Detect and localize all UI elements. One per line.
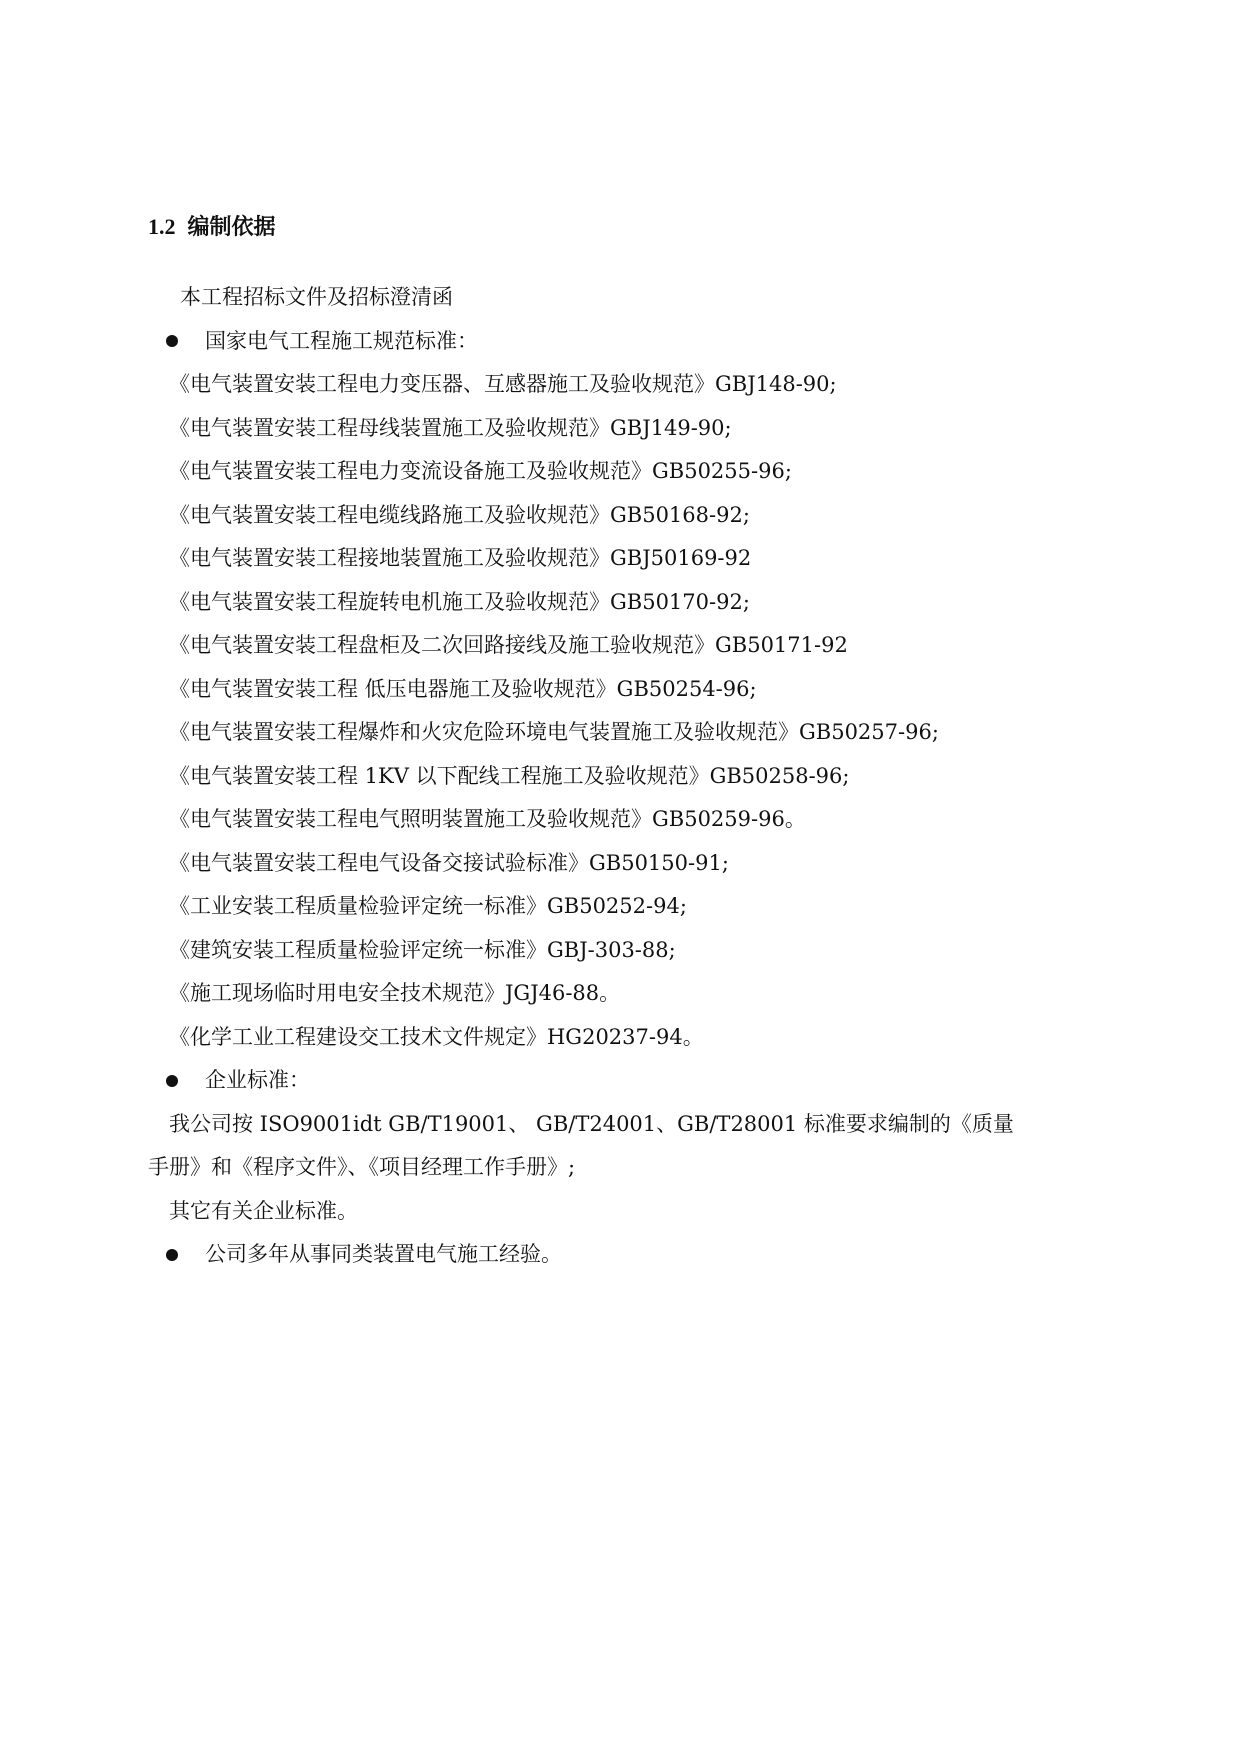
list-item: 《电气装置安装工程电气设备交接试验标准》GB50150-91; — [169, 850, 729, 875]
bullet-icon — [166, 1075, 178, 1087]
list-item: 《电气装置安装工程爆炸和火灾危险环境电气装置施工及验收规范》GB50257-96; — [169, 720, 939, 744]
intro-text: 本工程招标文件及招标澄清函 — [180, 285, 453, 309]
enterprise-other: 其它有关企业标准。 — [169, 1198, 358, 1223]
list-item: 《电气装置安装工程接地装置施工及验收规范》GBJ50169-92 — [169, 546, 752, 570]
list-item: 《化学工业工程建设交工技术文件规定》HG20237-94。 — [169, 1024, 704, 1049]
list-item: 《电气装置安装工程 低压电器施工及验收规范》GB50254-96; — [169, 676, 757, 701]
enterprise-paragraph-line-2: 手册》和《程序文件》、《项目经理工作手册》; — [148, 1155, 576, 1179]
list-item: 《电气装置安装工程电缆线路施工及验收规范》GB50168-92; — [169, 502, 750, 527]
list-item: 《建筑安装工程质量检验评定统一标准》GBJ-303-88; — [169, 937, 676, 962]
list-item: 《电气装置安装工程电力变流设备施工及验收规范》GB50255-96; — [169, 459, 792, 483]
enterprise-standards-label: 企业标准： — [205, 1068, 310, 1092]
bullet-national-standards — [148, 320, 1108, 364]
list-item: 《施工现场临时用电安全技术规范》JGJ46-88。 — [169, 981, 621, 1005]
national-standards-list — [148, 363, 1108, 1059]
section-heading — [148, 205, 276, 249]
bullet-experience — [148, 1233, 1108, 1277]
section-title: 编制依据 — [187, 215, 276, 240]
bullet-icon — [166, 1249, 178, 1261]
bullet-icon — [166, 335, 178, 347]
section-body — [148, 276, 1108, 1277]
list-item: 《工业安装工程质量检验评定统一标准》GB50252-94; — [169, 894, 687, 918]
bullet-enterprise-standards — [148, 1059, 1108, 1103]
enterprise-paragraph-line-1: 我公司按 ISO9001idt GB/T19001、 GB/T24001、GB/T28001 标准要求编制的《质量 — [169, 1111, 1014, 1136]
list-item: 《电气装置安装工程旋转电机施工及验收规范》GB50170-92; — [169, 589, 750, 614]
section-number: 1.2 — [148, 214, 176, 239]
list-item: 《电气装置安装工程母线装置施工及验收规范》GBJ149-90; — [169, 415, 732, 440]
experience-text: 公司多年从事同类装置电气施工经验。 — [205, 1242, 562, 1266]
list-item: 《电气装置安装工程电气照明装置施工及验收规范》GB50259-96。 — [169, 807, 806, 831]
list-item: 《电气装置安装工程电力变压器、互感器施工及验收规范》GBJ148-90; — [169, 372, 837, 396]
list-item: 《电气装置安装工程盘柜及二次回路接线及施工验收规范》GB50171-92 — [169, 633, 848, 657]
national-standards-label: 国家电气工程施工规范标准： — [205, 328, 478, 353]
list-item: 《电气装置安装工程 1KV 以下配线工程施工及验收规范》GB50258-96; — [169, 763, 850, 788]
